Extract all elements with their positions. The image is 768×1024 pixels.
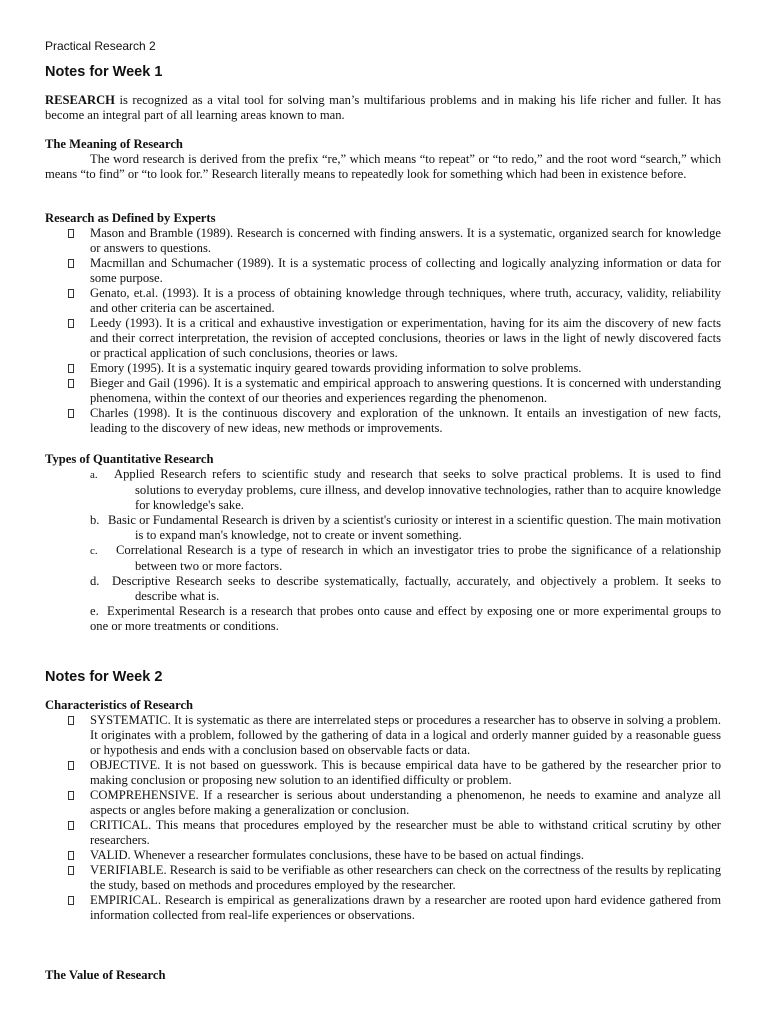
bullet-box-icon xyxy=(68,896,74,905)
experts-heading: Research as Defined by Experts xyxy=(45,211,216,225)
list-item: e. Experimental Research is a research that probes onto cause and effect by exposing one or more experimental groups to one or more treatments or conditions. xyxy=(90,604,721,633)
list-item: d. Descriptive Research seeks to describe systematically, factually, accurately, and objectively a problem. It seeks to describe what is. xyxy=(90,574,721,603)
list-item: VERIFIABLE. Research is said to be verifiable as other researchers can check on the correctness of the results by replicating the study, based on methods and procedures employed by the researcher. xyxy=(67,863,721,893)
list-marker: d. xyxy=(90,574,100,588)
bullet-box-icon xyxy=(68,409,74,418)
bullet-box-icon xyxy=(68,821,74,830)
list-item: COMPREHENSIVE. If a researcher is serious about understanding a phenomenon, he needs to examine and analyze all aspects or angles before making a generalization or conclusion. xyxy=(67,788,721,818)
course-header: Practical Research 2 xyxy=(45,39,156,53)
bullet-box-icon xyxy=(68,379,74,388)
types-heading: Types of Quantitative Research xyxy=(45,452,214,466)
bullet-box-icon xyxy=(68,319,74,328)
list-item: Emory (1995). It is a systematic inquiry geared towards providing information to solve problems. xyxy=(67,361,721,376)
list-item: Macmillan and Schumacher (1989). It is a systematic process of collecting and logically analyzing information or data for some purpose. xyxy=(67,256,721,286)
intro-paragraph xyxy=(45,93,721,123)
characteristics-list xyxy=(67,713,721,923)
bullet-box-icon xyxy=(68,851,74,860)
bullet-box-icon xyxy=(68,364,74,373)
bullet-box-icon xyxy=(68,259,74,268)
list-item: b. Basic or Fundamental Research is driven by a scientist's curiosity or interest in a scientific question. The main motivation is to expand man's knowledge, not to create or invent something. xyxy=(90,513,721,542)
bullet-box-icon xyxy=(68,791,74,800)
list-item: Charles (1998). It is the continuous discovery and exploration of the unknown. It entails an investigation of new facts, leading to the discovery of new ideas, new methods or improvements. xyxy=(67,406,721,436)
list-marker: a. xyxy=(90,469,98,481)
bullet-box-icon xyxy=(68,761,74,770)
list-item: EMPIRICAL. Research is empirical as generalizations drawn by a researcher are rooted upon hard evidence gathered from information collected from real-life experiences or observations. xyxy=(67,893,721,923)
list-item: a. Applied Research refers to scientific study and research that seeks to solve practical problems. It is used to find solutions to everyday problems, cure illness, and develop innovative technologies, rather than to acquire knowledge for knowledge's sake. xyxy=(90,467,721,512)
intro-text: is recognized as a vital tool for solving man’s multifarious problems and in making his life richer and fuller. It has become an integral part of all learning areas known to man. xyxy=(45,93,721,122)
list-item: CRITICAL. This means that procedures employed by the researcher must be able to withstand critical scrutiny by other researchers. xyxy=(67,818,721,848)
week1-heading: Notes for Week 1 xyxy=(45,64,163,80)
bullet-box-icon xyxy=(68,229,74,238)
list-item: Genato, et.al. (1993). It is a process of obtaining knowledge through techniques, where truth, accuracy, validity, reliability and other criteria can be ascertained. xyxy=(67,286,721,316)
list-marker: b. xyxy=(90,513,100,527)
bullet-box-icon xyxy=(68,289,74,298)
list-item: c. Correlational Research is a type of research in which an investigator tries to probe the significance of a relationship between two or more factors. xyxy=(90,543,721,573)
list-item: VALID. Whenever a researcher formulates conclusions, these have to be based on actual findings. xyxy=(67,848,721,863)
meaning-paragraph: The word research is derived from the prefix “re,” which means “to repeat” or “to redo,” and the root word “search,” which means “to find” or “to look for.” Research literally means to repeatedly look for something which had been in existence before. xyxy=(45,152,721,181)
list-marker: c. xyxy=(90,545,98,557)
meaning-heading: The Meaning of Research xyxy=(45,137,183,151)
value-heading: The Value of Research xyxy=(45,968,166,982)
list-item: OBJECTIVE. It is not based on guesswork. This is because empirical data have to be gathered by the researcher prior to making conclusion or proposing new solution to an identified difficulty or problem. xyxy=(67,758,721,788)
types-list xyxy=(90,467,721,634)
list-item: SYSTEMATIC. It is systematic as there are interrelated steps or procedures a researcher has to observe in solving a problem. It originates with a problem, followed by the gathering of data in a logical and orderly manner guided by a reasonable guess or hypothesis and ends with a conclusion based on observable facts or data. xyxy=(67,713,721,758)
list-item: Bieger and Gail (1996). It is a systematic and empirical approach to answering questions. It is concerned with understanding phenomena, within the context of our theories and experiences regarding the phenomenon. xyxy=(67,376,721,406)
list-item: Mason and Bramble (1989). Research is concerned with finding answers. It is a systematic, organized search for knowledge or answers to questions. xyxy=(67,226,721,256)
list-item: Leedy (1993). It is a critical and exhaustive investigation or experimentation, having for its aim the discovery of new facts and their correct interpretation, the revision of accepted conclusions, theories or laws in the light of newly discovered facts or practical application of such conclusions, theories or laws. xyxy=(67,316,721,361)
list-marker: e. xyxy=(90,604,99,618)
week2-heading: Notes for Week 2 xyxy=(45,669,163,685)
bullet-box-icon xyxy=(68,716,74,725)
experts-list xyxy=(67,226,721,436)
bullet-box-icon xyxy=(68,866,74,875)
intro-lead-word: RESEARCH xyxy=(45,93,115,107)
characteristics-heading: Characteristics of Research xyxy=(45,698,194,712)
